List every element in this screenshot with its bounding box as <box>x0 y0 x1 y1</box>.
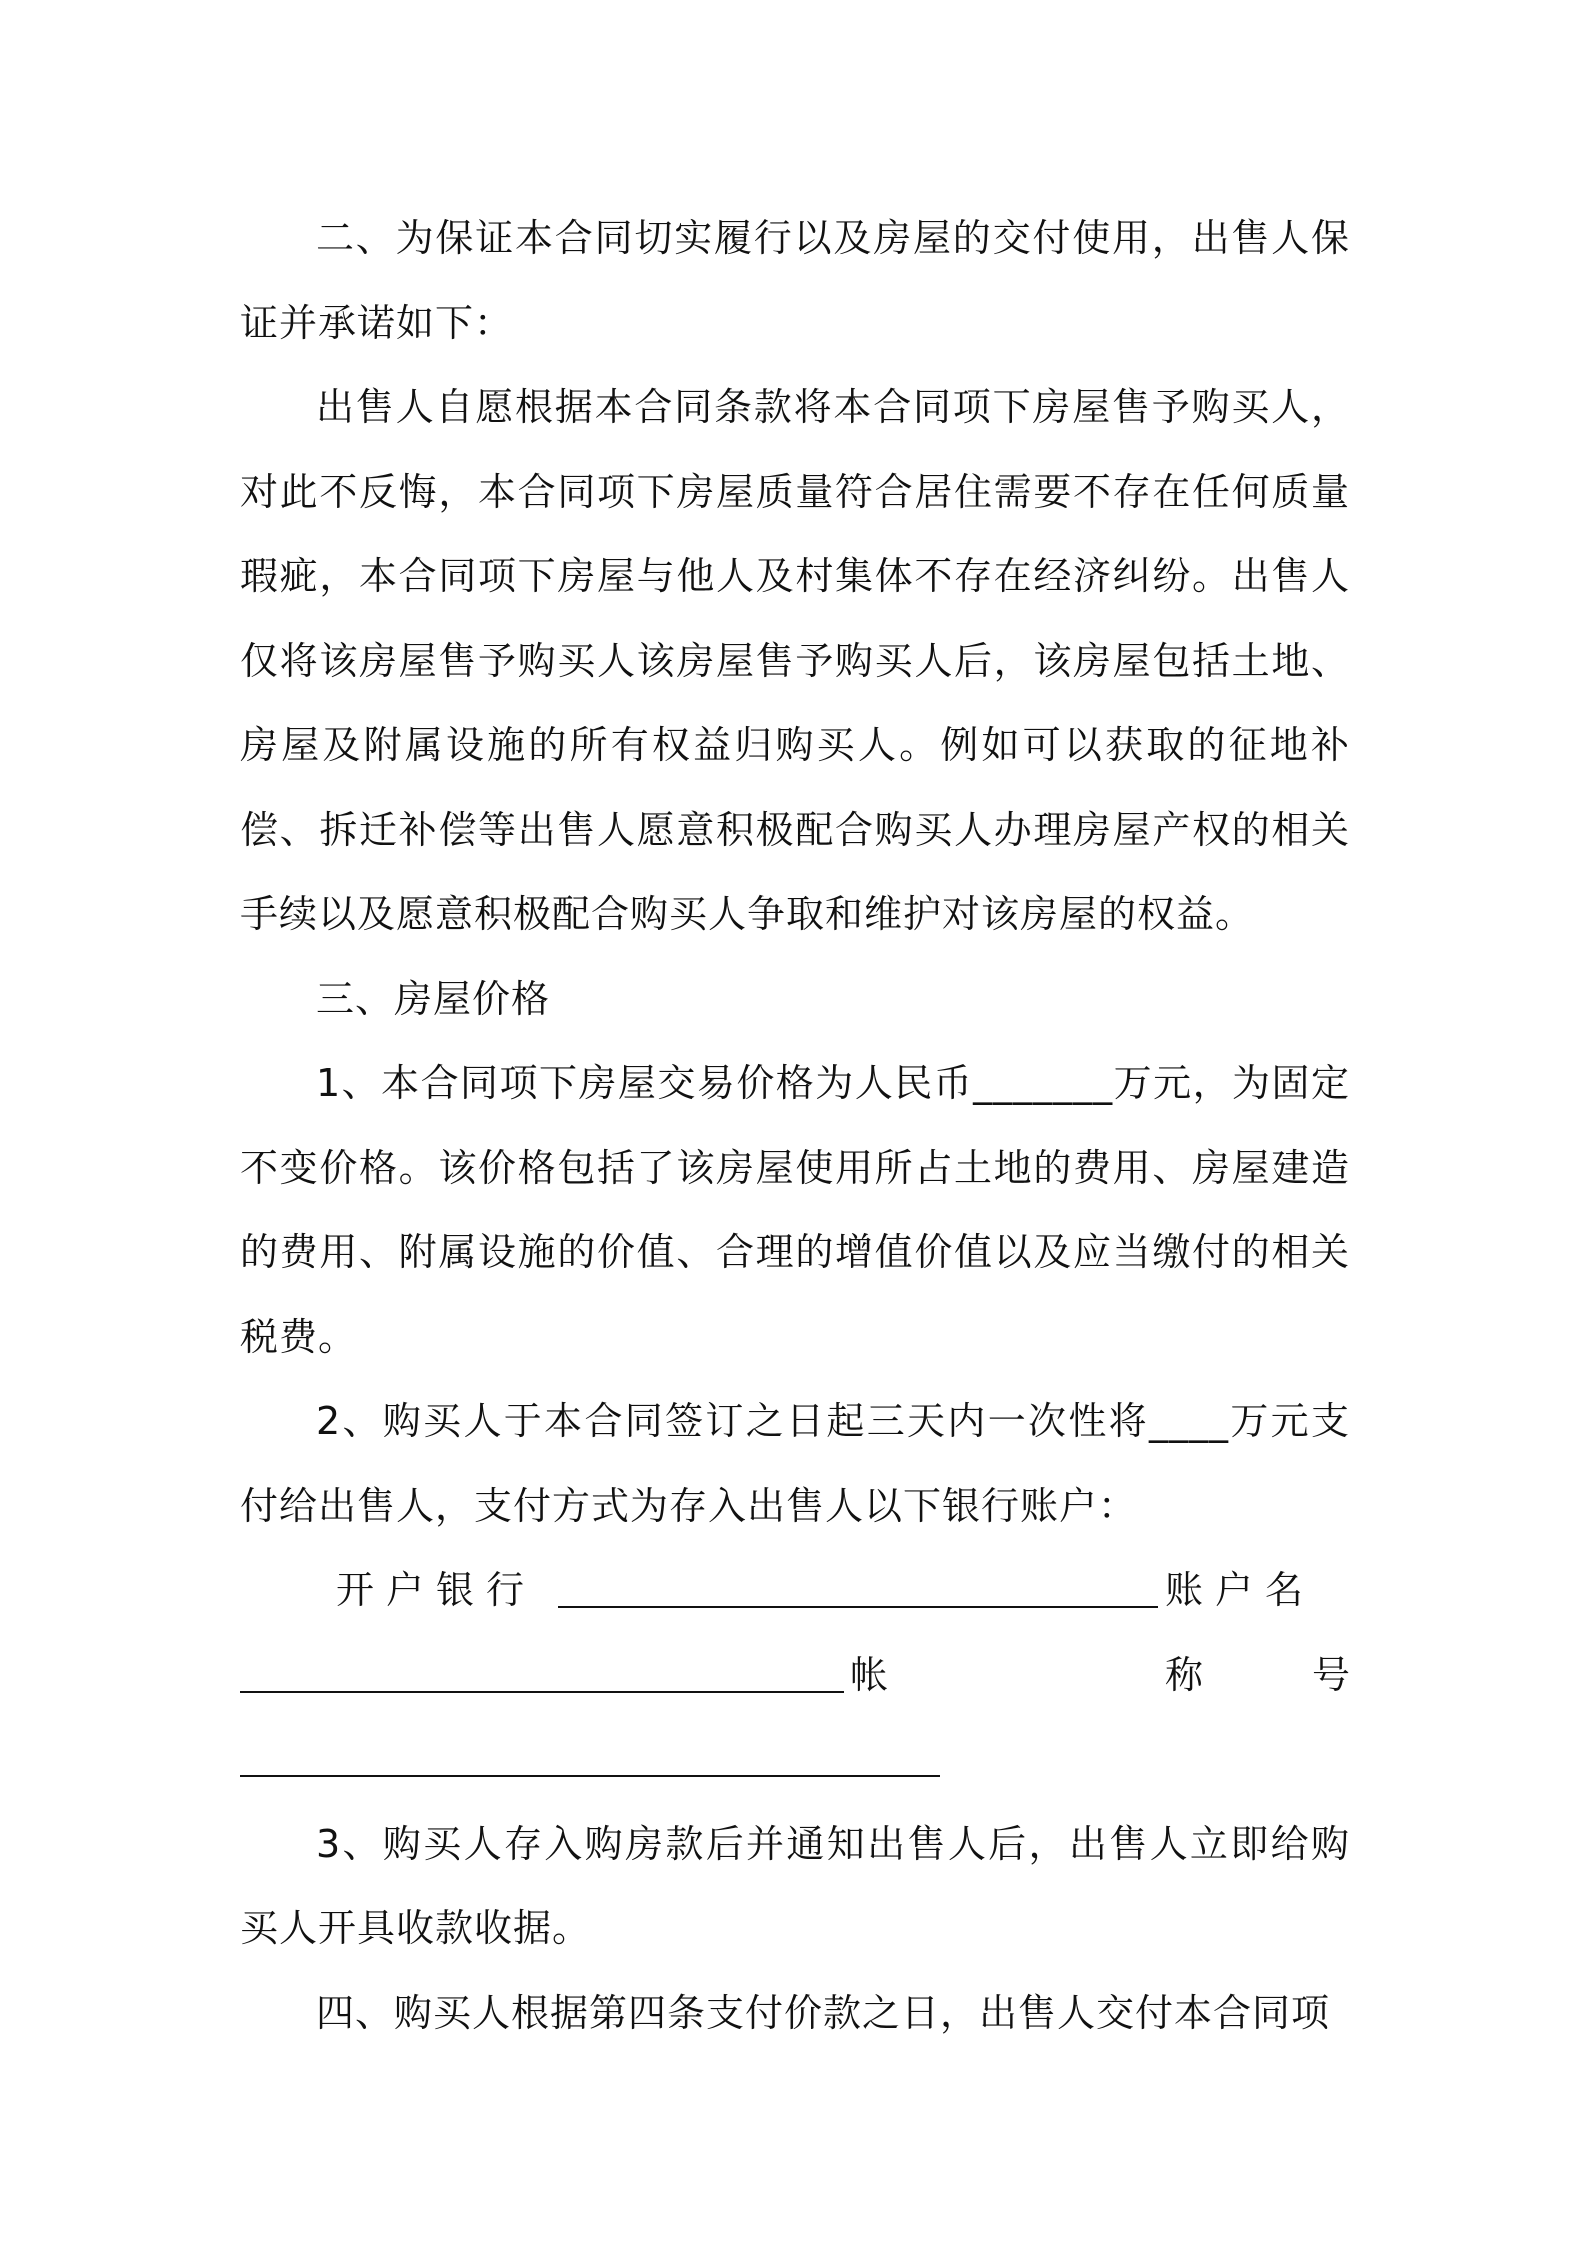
section-2-commitment: 出售人自愿根据本合同条款将本合同项下房屋售予购买人，对此不反悔，本合同项下房屋质量符合居住需要不存在任何质量瑕疵，本合同项下房屋与他人及村集体不存在经济纠纷。出售人仅将该房屋售予购买人该房屋售予购买人后，该房屋包括土地、房屋及附属设施的所有权益归购买人。例如可以获取的征地补偿、拆迁补偿等出售人愿意积极配合购买人办理房屋产权的相关手续以及愿意积极配合购买人争取和维护对该房屋的权益。 <box>240 385 1350 936</box>
section-3-item-2 <box>240 1379 1350 1548</box>
account-number-label-part-2: 号 <box>1312 1652 1352 1697</box>
price-blank: _______ <box>973 1061 1114 1105</box>
payment-blank: ____ <box>1149 1399 1230 1443</box>
item-1-text-after: 万元，为固定不变价格。该价格包括了该房屋使用所占土地的费用、房屋建造的费用、附属设施的价值、合理的增值价值以及应当缴付的相关税费。 <box>240 1061 1350 1359</box>
section-2-intro: 二、为保证本合同切实履行以及房屋的交付使用，出售人保证并承诺如下： <box>240 216 1350 345</box>
account-number-blank-line <box>240 1731 940 1777</box>
account-number-label-part-1: 帐 <box>850 1652 890 1697</box>
section-3-item-3: 3、购买人存入购房款后并通知出售人后，出售人立即给购买人开具收款收据。 <box>240 1821 1350 1950</box>
item-1-text-before: 1、本合同项下房屋交易价格为人民币 <box>316 1061 974 1105</box>
bank-info-line-1 <box>240 1548 1350 1697</box>
bank-info-line-2 <box>240 1633 1350 1718</box>
account-name-blank-line <box>240 1647 844 1693</box>
section-3-item-1 <box>240 1041 1350 1379</box>
document-body <box>240 196 1350 2055</box>
item-2-text-after: 万元支付给出售人，支付方式为存入出售人以下银行账户： <box>240 1399 1350 1528</box>
bank-info-line-3 <box>240 1717 1350 1802</box>
bank-label: 开户银行 <box>336 1568 537 1612</box>
section-3-heading: 三、房屋价格 <box>316 976 551 1021</box>
section-4-intro: 四、购买人根据第四条支付价款之日，出售人交付本合同项 <box>316 1990 1331 2035</box>
account-name-label: 账户名称 <box>1165 1568 1316 1697</box>
item-2-text-before: 2、购买人于本合同签订之日起三天内一次性将 <box>316 1399 1150 1443</box>
bank-name-blank-line <box>558 1562 1158 1608</box>
